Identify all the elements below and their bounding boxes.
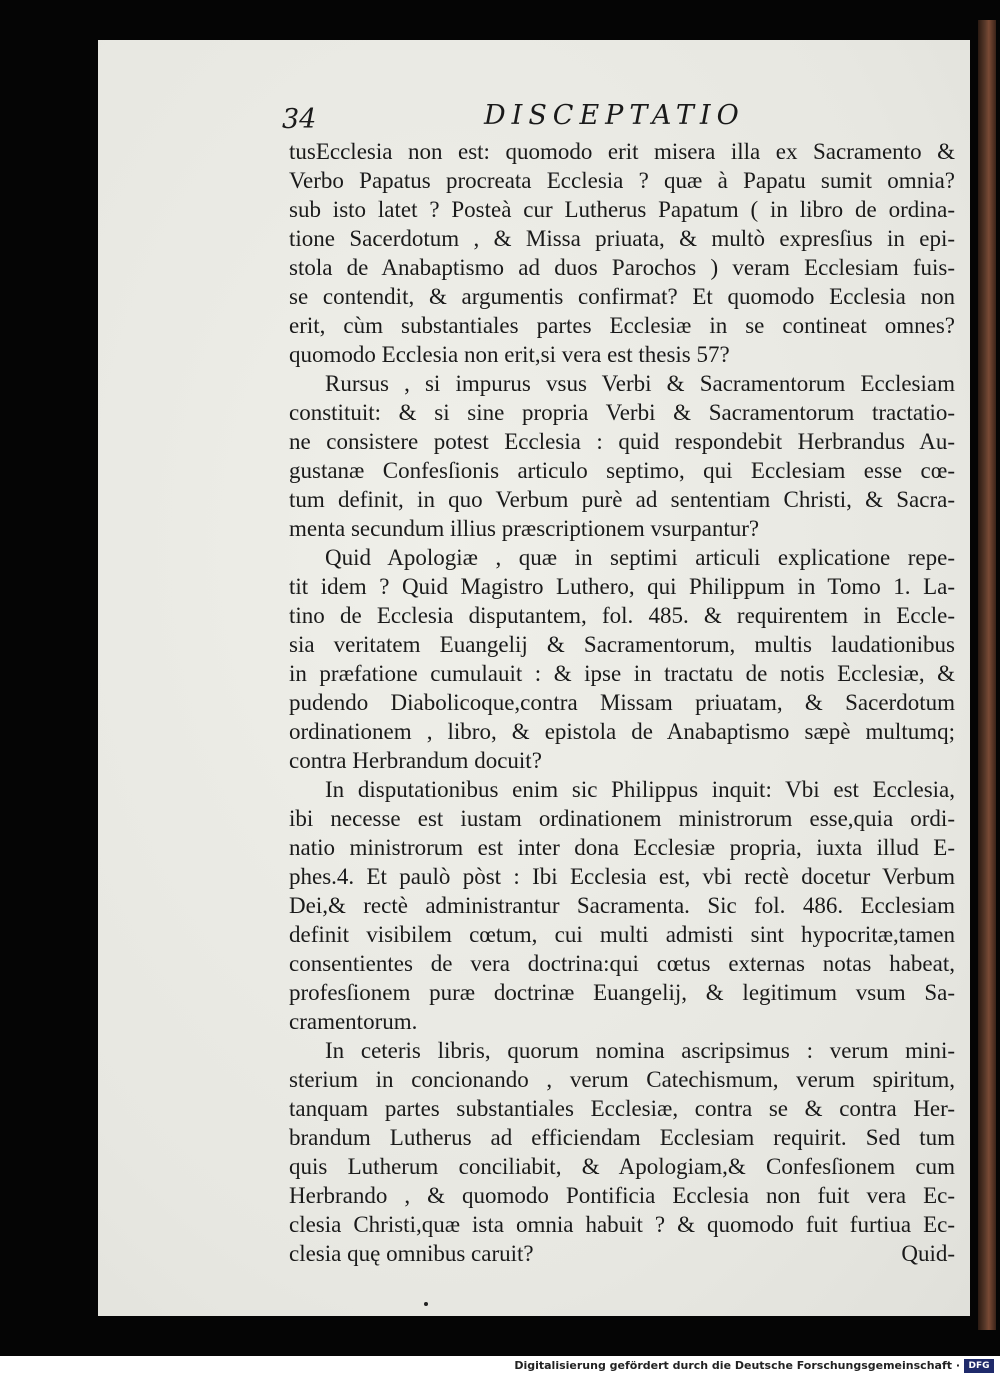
text-line: gustanæ Confesſionis articulo septimo, qui Ecclesiam esse cœ- bbox=[289, 458, 955, 483]
text-line: definit visibilem cœtum, cui multi admisti sint hypocritæ,tamen bbox=[289, 922, 955, 947]
text-line: se contendit, & argumentis confirmat? Et quomodo Ecclesia non bbox=[289, 284, 955, 309]
text-line: contra Herbrandum docuit? bbox=[289, 748, 542, 773]
footer-credit: Digitalisierung gefördert durch die Deutsche Forschungsgemeinschaft · bbox=[514, 1359, 960, 1372]
text-line: sterium in concionando , verum Catechismum, verum spiritum, bbox=[289, 1067, 955, 1092]
text-line: constituit: & si sine propria Verbi & Sacramentorum tractatio- bbox=[289, 400, 955, 425]
text-line: In disputationibus enim sic Philippus inquit: Vbi est Ecclesia, bbox=[325, 777, 955, 802]
text-line: profesſionem puræ doctrinæ Euangelij, & legitimum vsum Sa- bbox=[289, 980, 955, 1005]
text-line: Dei,& rectè administrantur Sacramenta. Sic fol. 486. Ecclesiam bbox=[289, 893, 955, 918]
text-line: In ceteris libris, quorum nomina ascripsimus : verum mini- bbox=[325, 1038, 955, 1063]
text-line: tit idem ? Quid Magistro Luthero, qui Philippum in Tomo 1. La- bbox=[289, 574, 955, 599]
text-line: tusEcclesia non est: quomodo erit misera illa ex Sacramento & bbox=[289, 139, 955, 164]
text-line: clesia quę omnibus caruit? bbox=[289, 1241, 534, 1266]
text-line: quomodo Ecclesia non erit,si vera est thesis 57? bbox=[289, 342, 730, 367]
text-line: clesia Christi,quæ ista omnia habuit ? & quomodo fuit furtiua Ec- bbox=[289, 1212, 955, 1237]
footer-bar bbox=[0, 1356, 1000, 1378]
catchword: Quid- bbox=[901, 1241, 955, 1266]
text-line: stola de Anabaptismo ad duos Parochos ) veram Ecclesiam fuis- bbox=[289, 255, 955, 280]
running-head: DISCEPTATIO bbox=[484, 100, 745, 131]
text-line: Rursus , si impurus vsus Verbi & Sacramentorum Ecclesiam bbox=[325, 371, 955, 396]
text-line: phes.4. Et paulò pòst : Ibi Ecclesia est, vbi rectè docetur Verbum bbox=[289, 864, 955, 889]
book-edge bbox=[978, 20, 996, 1330]
text-line: ibi necesse est iustam ordinationem ministrorum esse,quia ordi- bbox=[289, 806, 955, 831]
text-line: sub isto latet ? Posteà cur Lutherus Papatum ( in libro de ordina- bbox=[289, 197, 955, 222]
page-number: 34 bbox=[282, 104, 317, 135]
text-line: sia veritatem Euangelij & Sacramentorum, multis laudationibus bbox=[289, 632, 955, 657]
dfg-logo-icon: DFG bbox=[964, 1359, 994, 1373]
text-line: tino de Ecclesia disputantem, fol. 485. & requirentem in Eccle- bbox=[289, 603, 955, 628]
text-line: brandum Lutherus ad efficiendam Ecclesiam requirit. Sed tum bbox=[289, 1125, 955, 1150]
text-line: Herbrando , & quomodo Pontificia Ecclesia non fuit vera Ec- bbox=[289, 1183, 955, 1208]
text-line: in præfatione cumulauit : & ipse in tractatu de notis Ecclesiæ, & bbox=[289, 661, 955, 686]
text-line: tanquam partes substantiales Ecclesiæ, contra se & contra Her- bbox=[289, 1096, 955, 1121]
page-mark bbox=[424, 1302, 428, 1306]
text-line: Quid Apologiæ , quæ in septimi articuli explicatione repe- bbox=[325, 545, 955, 570]
text-line: quis Lutherum conciliabit, & Apologiam,& Confesſionem cum bbox=[289, 1154, 955, 1179]
text-line: erit, cùm substantiales partes Ecclesiæ in se contineat omnes? bbox=[289, 313, 955, 338]
last-line-row bbox=[289, 1239, 955, 1268]
text-line: consentientes de vera doctrina:qui cœtus externas notas habeat, bbox=[289, 951, 955, 976]
text-line: menta secundum illius præscriptionem vsurpantur? bbox=[289, 516, 760, 541]
text-line: natio ministrorum est inter dona Ecclesiæ propria, iuxta illud E- bbox=[289, 835, 955, 860]
text-line: tum definit, in quo Verbum purè ad sententiam Christi, & Sacra- bbox=[289, 487, 955, 512]
text-line: tione Sacerdotum , & Missa priuata, & multò expresſius in epi- bbox=[289, 226, 955, 251]
body-text bbox=[289, 137, 955, 1268]
text-line: ne consistere potest Ecclesia : quid respondebit Herbrandus Au- bbox=[289, 429, 955, 454]
text-line: cramentorum. bbox=[289, 1009, 418, 1034]
text-line: pudendo Diabolicoque,contra Missam priuatam, & Sacerdotum bbox=[289, 690, 955, 715]
text-line: ordinationem , libro, & epistola de Anabaptismo sæpè multumq; bbox=[289, 719, 955, 744]
text-line: Verbo Papatus procreata Ecclesia ? quæ à Papatu sumit omnia? bbox=[289, 168, 955, 193]
